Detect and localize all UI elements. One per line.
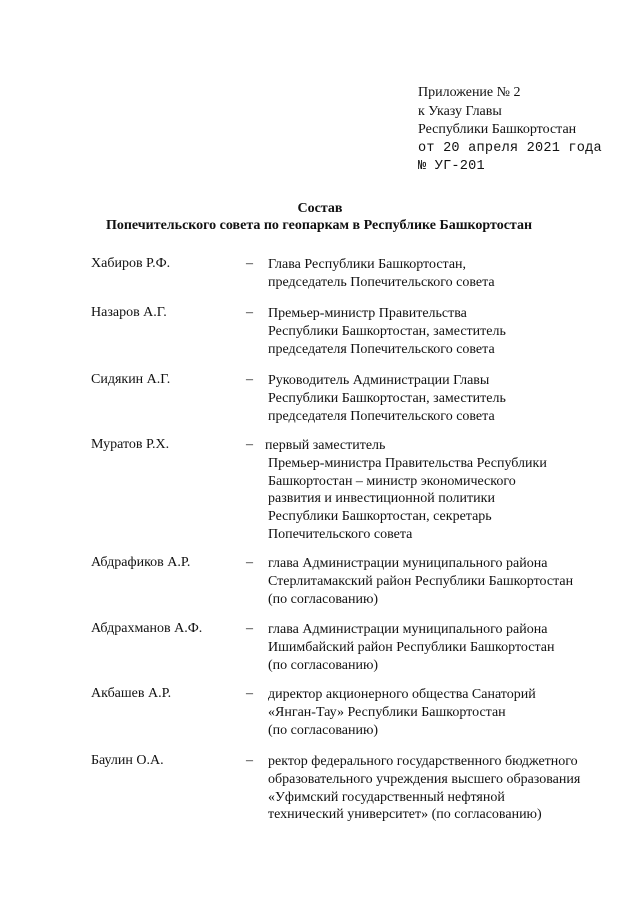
member-name: Акбашев А.Р. bbox=[91, 686, 172, 701]
position-line: (по согласованию) bbox=[268, 591, 379, 607]
position-line: глава Администрации муниципального района bbox=[268, 622, 548, 637]
member-position bbox=[268, 555, 638, 608]
member-dash: – bbox=[246, 555, 253, 570]
title-line-2: Попечительского совета по геопаркам в Республике Башкортостан bbox=[105, 218, 533, 233]
appendix-republic: Республики Башкортостан bbox=[418, 122, 577, 137]
member-name: Абдрафиков А.Р. bbox=[91, 555, 191, 570]
position-line: «Янган-Тау» Республики Башкортостан bbox=[268, 704, 506, 720]
title-line-1: Состав bbox=[297, 201, 343, 216]
position-line: Глава Республики Башкортостан, bbox=[268, 257, 467, 272]
member-name: Муратов Р.Х. bbox=[91, 437, 170, 452]
position-line: Республики Башкортостан, секретарь bbox=[268, 509, 492, 525]
position-line: (по согласованию) bbox=[268, 657, 379, 673]
position-line: Премьер-министра Правительства Республики bbox=[268, 455, 547, 471]
member-name: Баулин О.А. bbox=[91, 753, 164, 768]
position-line: директор акционерного общества Санаторий bbox=[268, 687, 536, 702]
position-line: развития и инвестиционной политики bbox=[268, 491, 495, 507]
member-dash: – bbox=[246, 372, 253, 387]
position-line: Попечительского совета bbox=[268, 526, 413, 542]
member-name: Абдрахманов А.Ф. bbox=[91, 621, 203, 636]
member-name: Хабиров Р.Ф. bbox=[91, 256, 171, 271]
position-line: первый заместитель bbox=[265, 438, 386, 453]
member-position bbox=[265, 437, 638, 544]
position-line: технический университет» (по согласованию) bbox=[268, 807, 542, 823]
member-dash: – bbox=[246, 753, 253, 768]
appendix-header bbox=[418, 84, 602, 177]
position-line: образовательного учреждения высшего образования bbox=[268, 771, 581, 787]
position-line: председателя Попечительского совета bbox=[268, 408, 495, 424]
member-dash: – bbox=[246, 256, 253, 271]
position-line: Премьер-министр Правительства bbox=[268, 306, 467, 321]
position-line: председатель Попечительского совета bbox=[268, 274, 495, 290]
position-line: ректор федерального государственного бюджетного bbox=[268, 754, 578, 769]
position-line: Республики Башкортостан, заместитель bbox=[268, 390, 506, 406]
member-dash: – bbox=[246, 686, 253, 701]
appendix-decree-ref: к Указу Главы bbox=[418, 103, 502, 119]
member-position bbox=[268, 753, 638, 824]
member-dash: – bbox=[246, 437, 253, 452]
appendix-label: Приложение № 2 bbox=[418, 85, 521, 100]
position-line: (по согласованию) bbox=[268, 722, 379, 738]
document-title bbox=[0, 200, 640, 234]
position-line: Стерлитамакский район Республики Башкортостан bbox=[268, 573, 574, 589]
member-name: Назаров А.Г. bbox=[91, 305, 167, 320]
member-position bbox=[268, 621, 638, 674]
member-position bbox=[268, 372, 638, 425]
position-line: глава Администрации муниципального района bbox=[268, 556, 548, 571]
position-line: Башкортостан – министр экономического bbox=[268, 473, 516, 489]
position-line: председателя Попечительского совета bbox=[268, 341, 495, 357]
member-position bbox=[268, 256, 638, 292]
member-position bbox=[268, 686, 638, 739]
member-dash: – bbox=[246, 305, 253, 320]
appendix-number: № УГ-201 bbox=[418, 159, 485, 174]
member-name: Сидякин А.Г. bbox=[91, 372, 171, 387]
position-line: Ишимбайский район Республики Башкортостан bbox=[268, 639, 555, 655]
member-position bbox=[268, 305, 638, 358]
appendix-date: от 20 апреля 2021 года bbox=[418, 140, 602, 156]
position-line: Республики Башкортостан, заместитель bbox=[268, 323, 506, 339]
position-line: «Уфимский государственный нефтяной bbox=[268, 789, 505, 805]
member-dash: – bbox=[246, 621, 253, 636]
position-line: Руководитель Администрации Главы bbox=[268, 373, 490, 388]
